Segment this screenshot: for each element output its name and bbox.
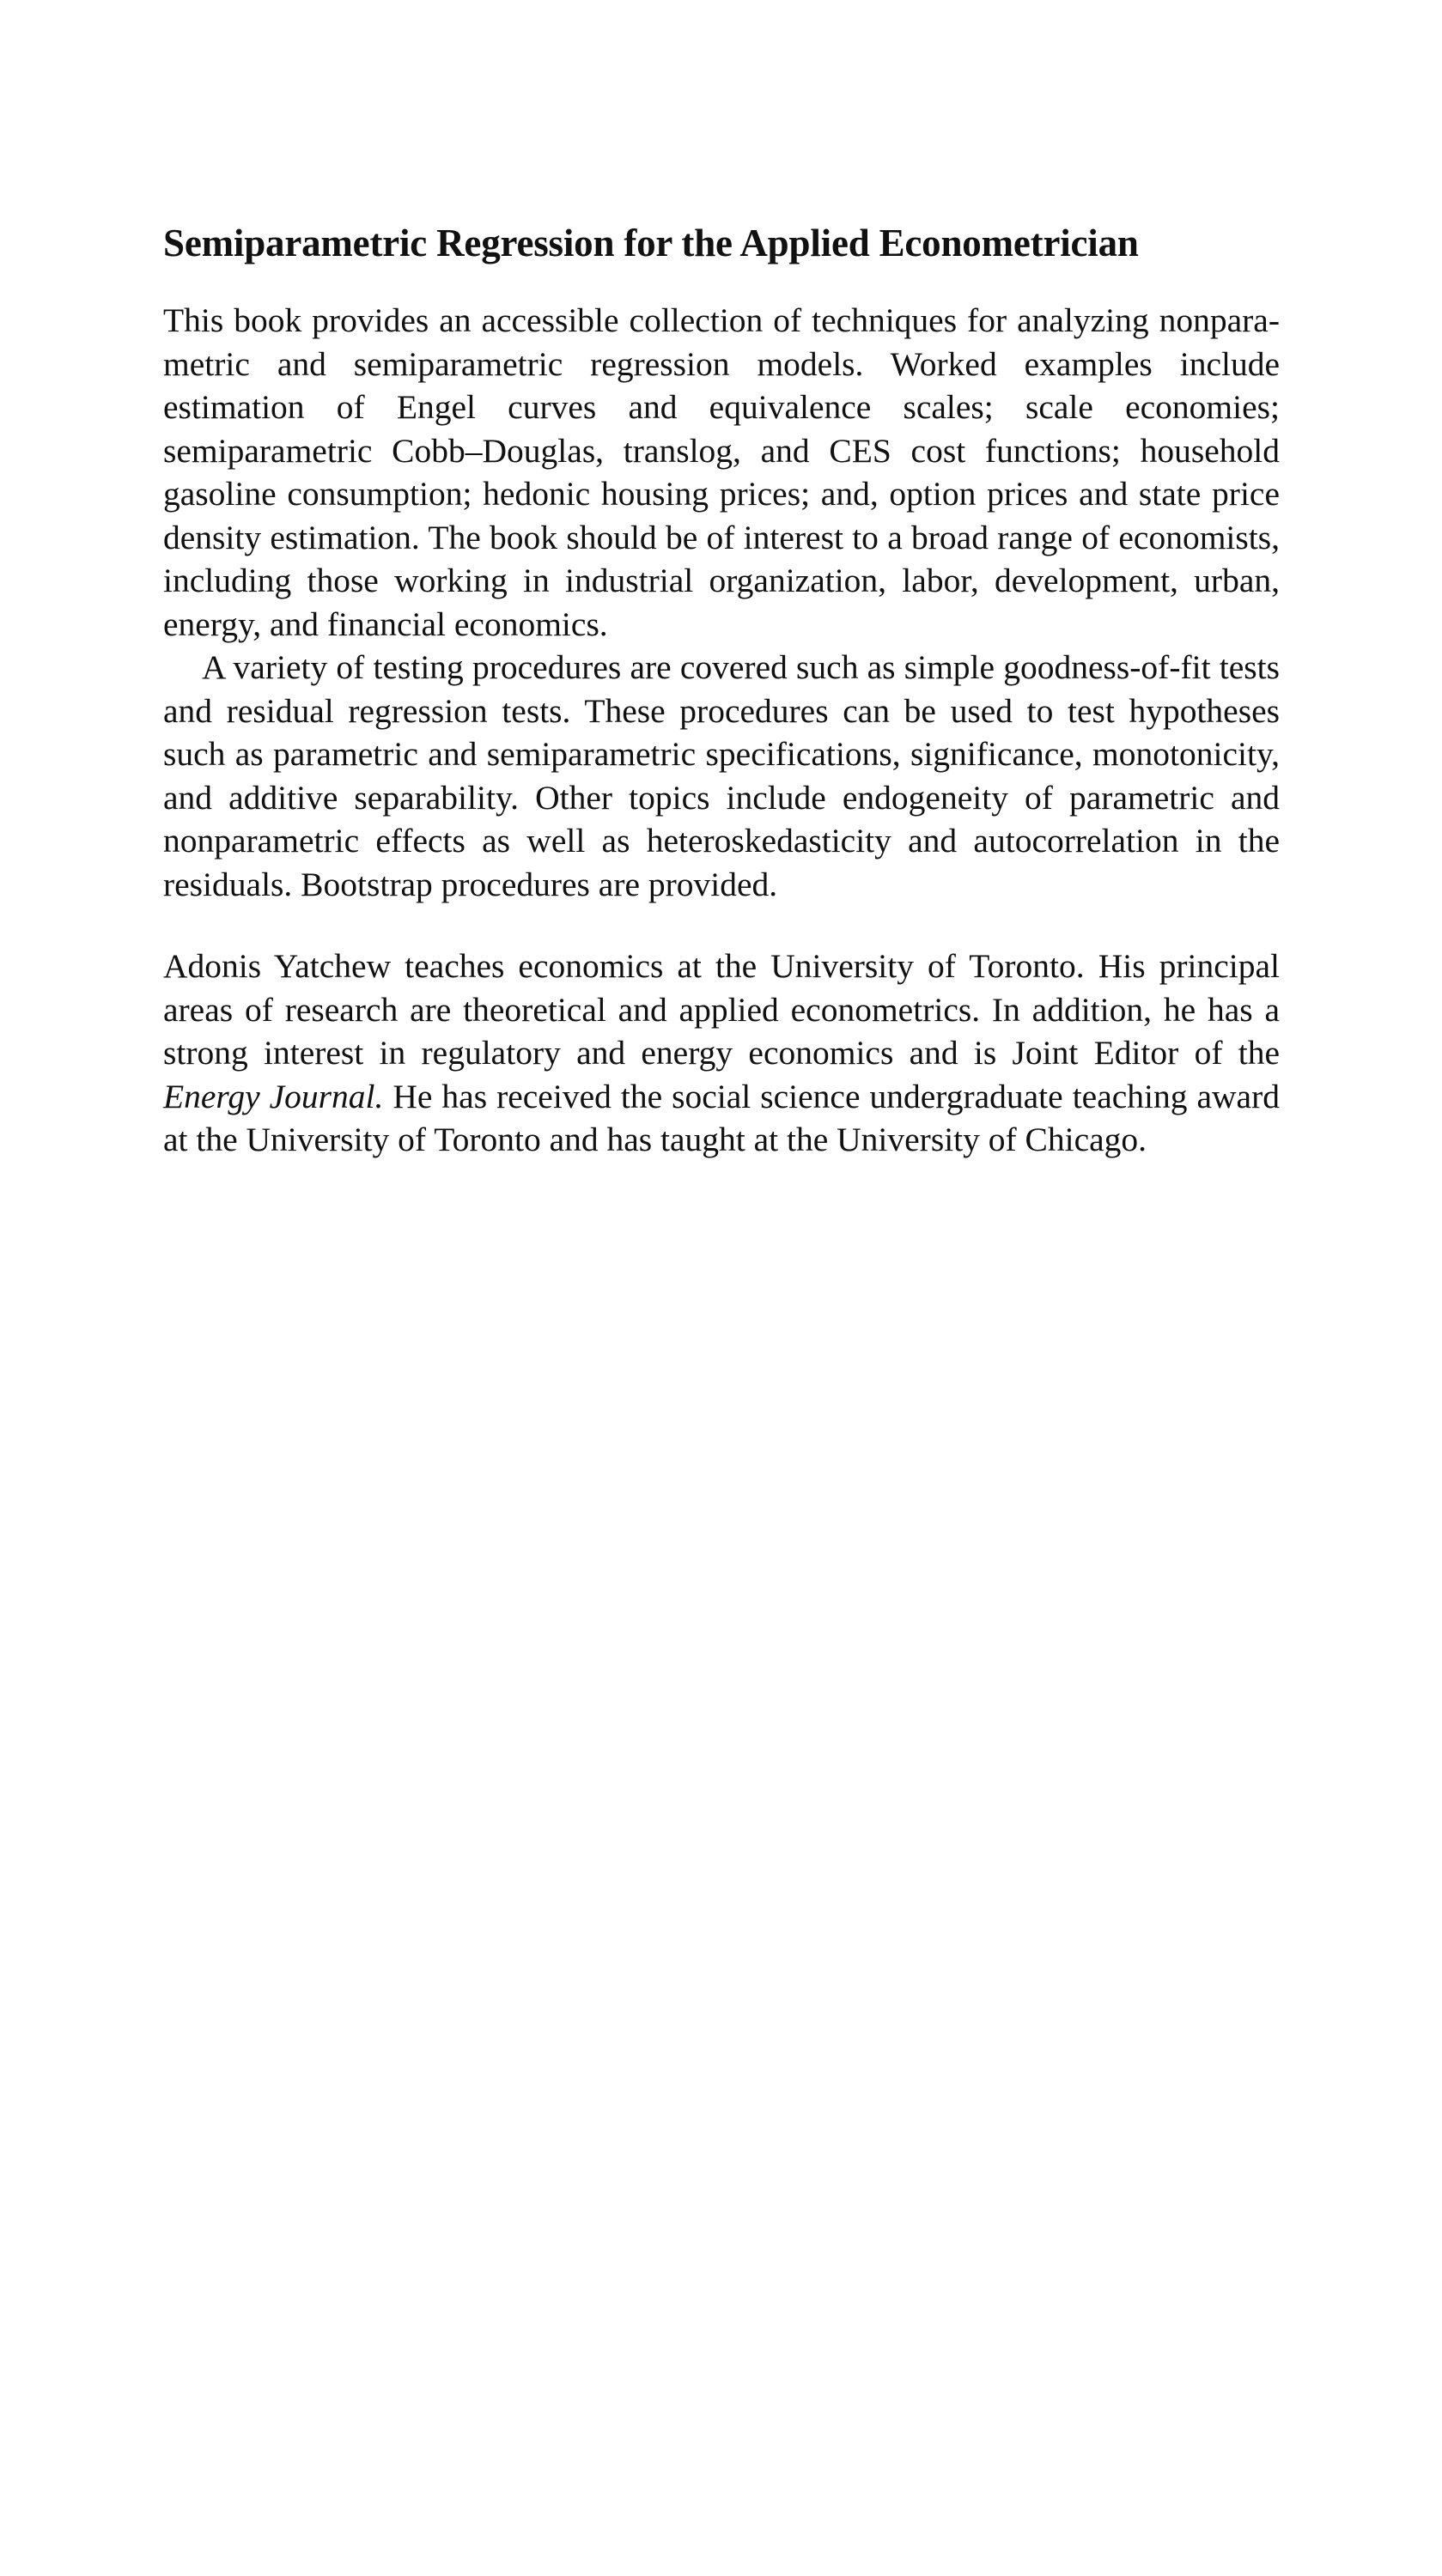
author-bio-text-start: Adonis Yatchew teaches economics at the University of Toronto. His principal areas of research are theoretical and applied econometrics. In addition, he has a strong interest in regulatory and energy economics and is Joint Editor of the bbox=[163, 947, 1280, 1072]
paragraph-gap bbox=[163, 906, 1280, 945]
author-bio-text-end: He has received the social science undergraduate teaching award at the University of Toronto and has taught at the University of Chicago. bbox=[163, 1077, 1280, 1158]
description-paragraph-1: This book provides an accessible collection of techniques for analyzing nonparametric and semiparametric regression models. Worked examples include estimation of Engel curves and equivalence scales; scale economies; semiparametric Cobb–Douglas, translog, and CES cost functions; household gasoline consumption; hedonic housing prices; and, option prices and state price density estimation. The book should be of interest to a broad range of economists, including those working in industrial organization, labor, development, urban, energy, and financial economics. bbox=[163, 301, 1280, 643]
author-bio bbox=[163, 945, 1280, 1162]
book-description-page bbox=[163, 219, 1280, 1162]
book-title: Semiparametric Regression for the Applied Econometrician bbox=[163, 222, 1139, 264]
description-paragraph-2: A variety of testing procedures are covered such as simple goodness-of-fit tests and residual regression tests. These procedures can be used to test hypotheses such as parametric and semiparametric specifications, significance, monotonicity, and additive separability. Other topics include endogeneity of parametric and nonparametric effects as well as heteroskedasticity and autocorrelation in the residuals. Bootstrap procedures are provided. bbox=[163, 648, 1280, 903]
journal-name: Energy Journal. bbox=[163, 1077, 384, 1115]
